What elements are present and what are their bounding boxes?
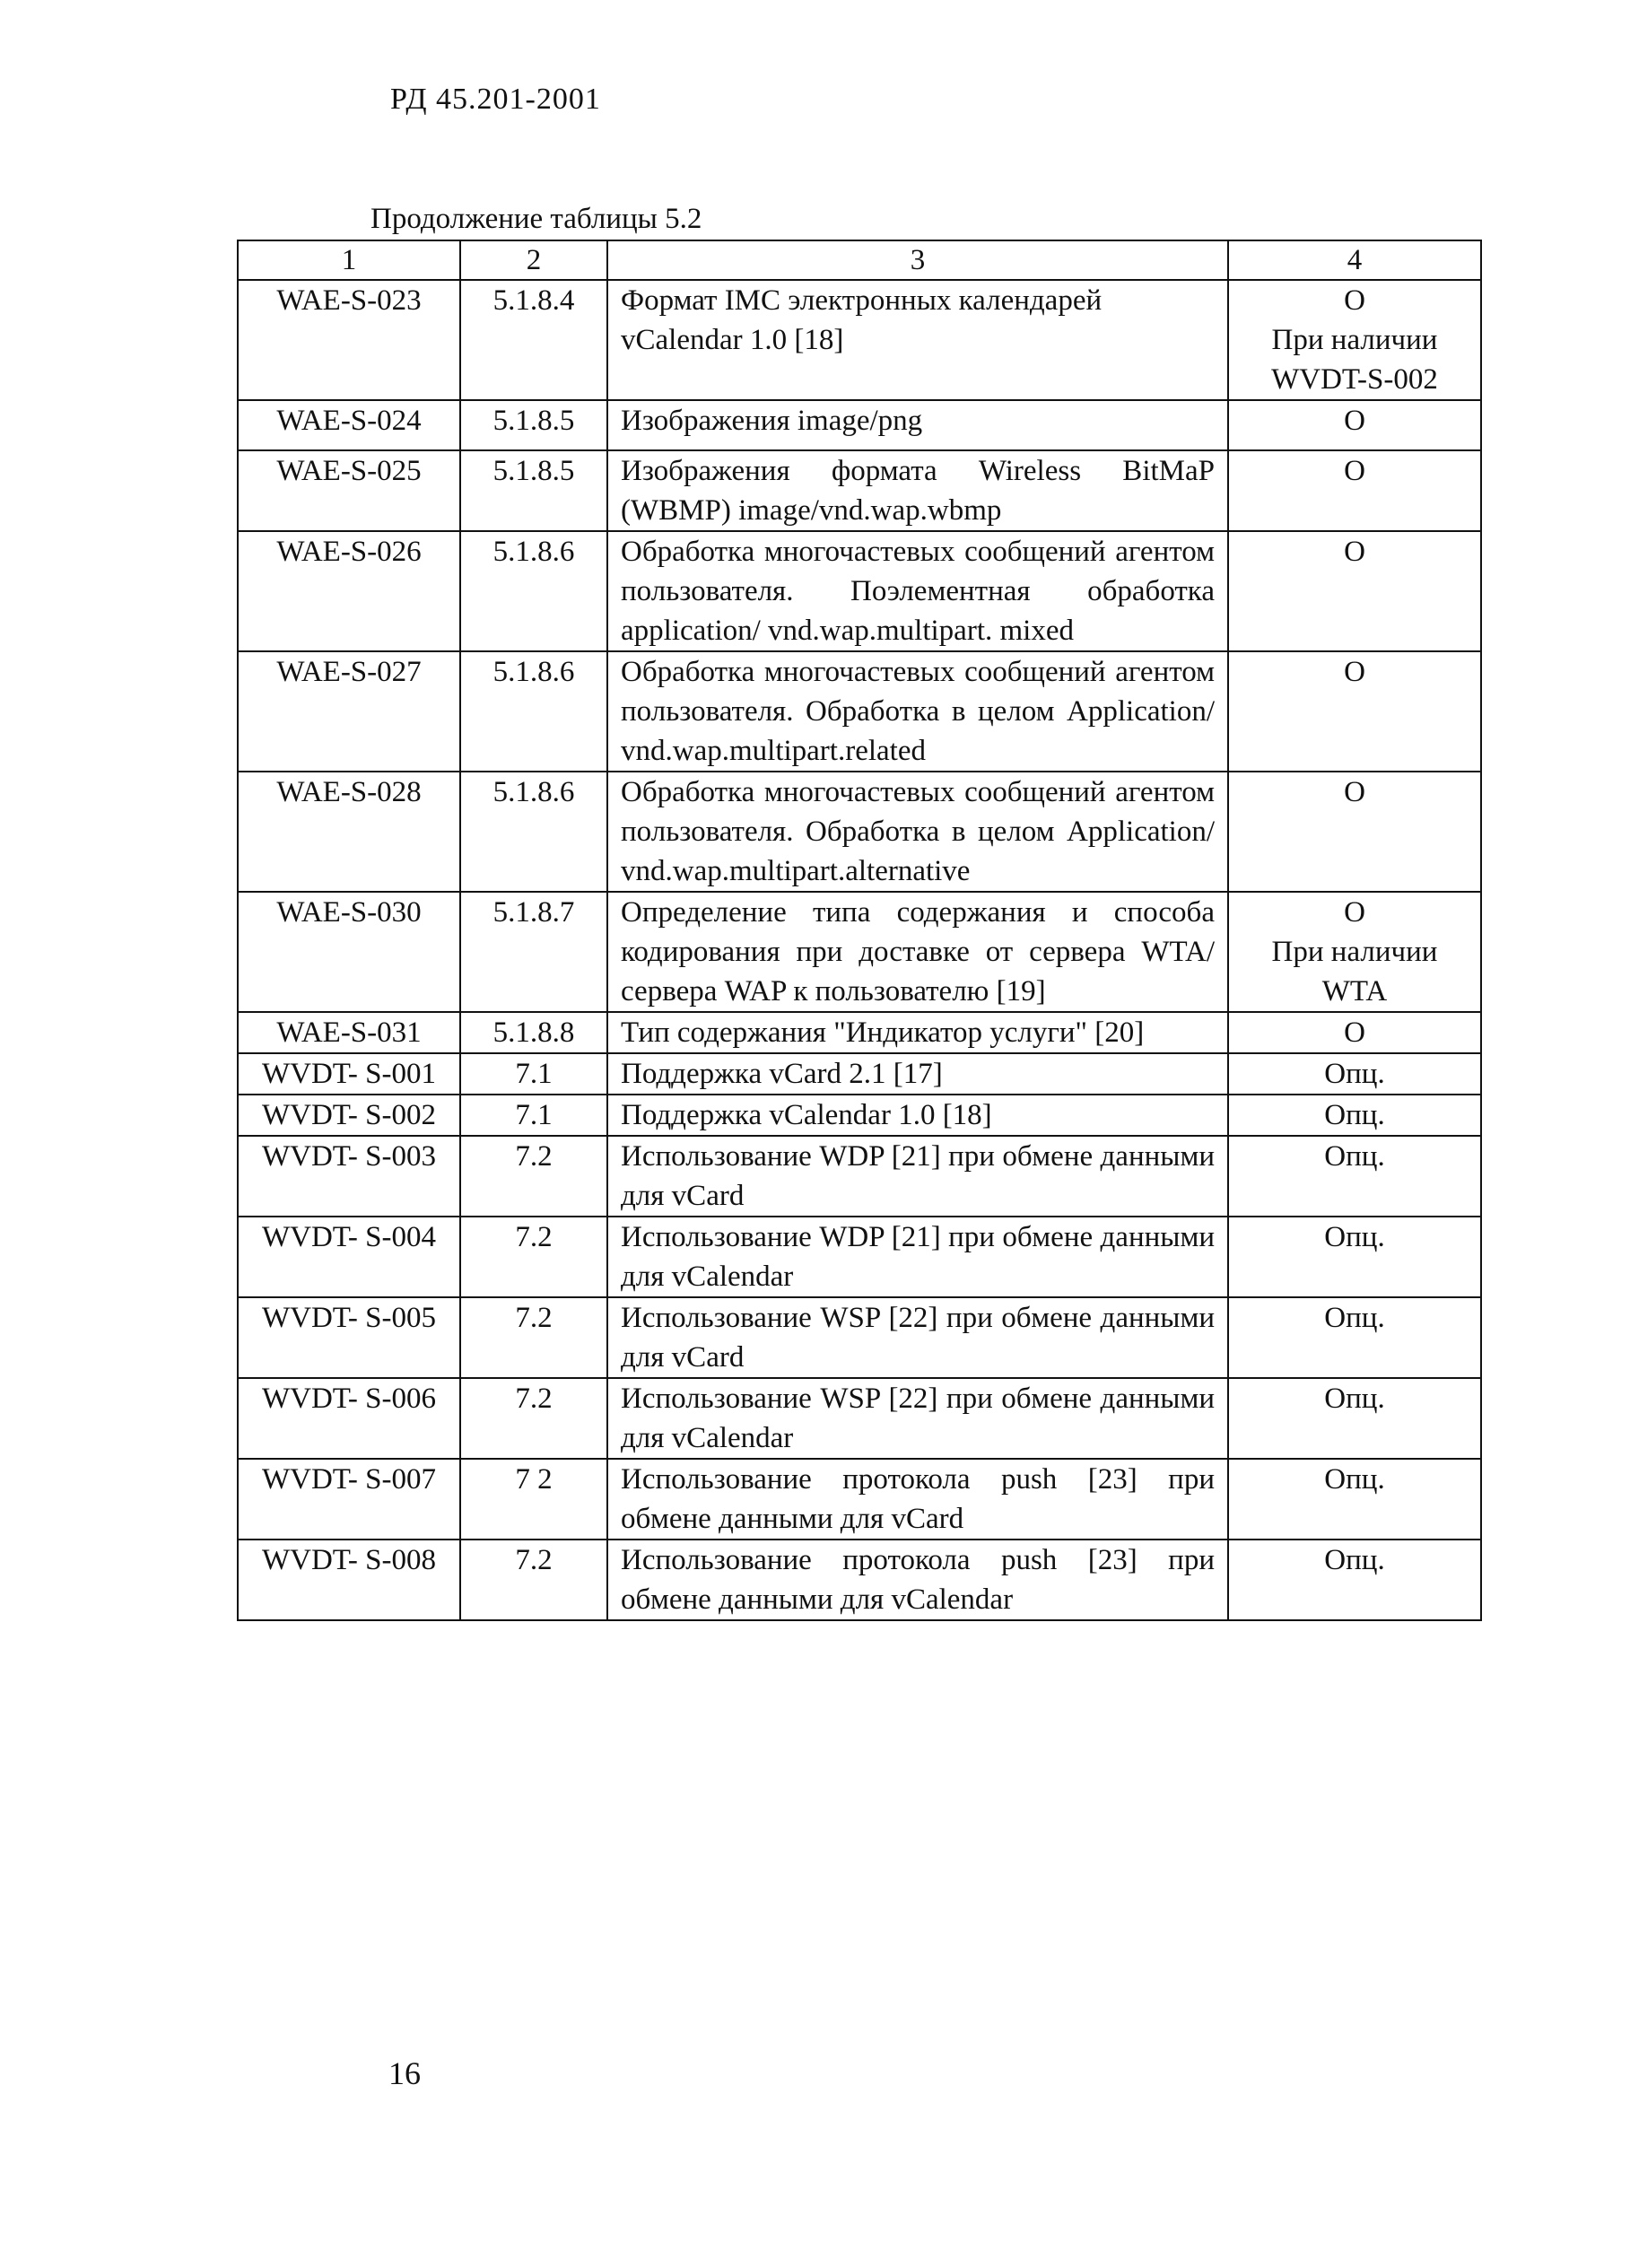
requirement-status-text: O [1344,536,1365,568]
requirement-id-text: WAE-S-031 [276,1016,422,1049]
table-row [238,531,1481,651]
description-text: Поддержка vCalendar 1.0 [18] [621,1099,992,1131]
requirement-status-cell [1228,772,1481,892]
column-header-4: 4 [1228,240,1481,280]
table-row [238,651,1481,772]
table-row [238,772,1481,892]
requirement-id-cell [238,1540,460,1620]
requirement-status-text: O [1344,656,1365,688]
requirement-id-text: WVDT- S-004 [261,1221,437,1253]
description-cell [607,1297,1228,1378]
section-cell [460,400,607,450]
section-cell [460,280,607,400]
section-text: 5.1.8.7 [492,896,575,929]
section-text: 7.2 [515,1302,553,1334]
section-cell [460,531,607,651]
section-cell [460,1136,607,1217]
table-row [238,280,1481,400]
section-cell [460,651,607,772]
requirement-status-cell [1228,1297,1481,1378]
description-cell [607,892,1228,1012]
requirement-status-cell [1228,280,1481,400]
section-cell [460,1095,607,1136]
description-cell [607,531,1228,651]
description-cell [607,1378,1228,1459]
requirement-status-text: Опц. [1324,1221,1385,1253]
section-text: 7.2 [515,1221,553,1253]
requirement-status-cell [1228,1136,1481,1217]
requirement-status-cell [1228,531,1481,651]
requirement-status-text: O [1344,1016,1365,1049]
section-cell [460,450,607,531]
description-cell [607,1217,1228,1297]
description-text: Обработка многочастевых сообщений агентом пользователя. Обработка в целом Application/ vnd.wap.multipart.alternative [621,776,1215,887]
column-header-2: 2 [460,240,607,280]
requirement-id-cell [238,450,460,531]
requirement-id-text: WAE-S-028 [276,776,422,808]
requirement-id-cell [238,400,460,450]
description-text: Использование WDP [21] при обмене данными для vCalendar [621,1221,1215,1293]
column-number-row [238,240,1481,280]
section-cell [460,1053,607,1095]
section-cell [460,1012,607,1053]
description-text: Тип содержания "Индикатор услуги" [20] [621,1016,1145,1049]
requirement-id-text: WVDT- S-006 [261,1383,437,1415]
requirement-status-cell [1228,1217,1481,1297]
requirement-status-text: Опц. [1324,1463,1385,1496]
description-text: Поддержка vCard 2.1 [17] [621,1058,943,1090]
section-cell [460,1378,607,1459]
requirement-id-cell [238,1297,460,1378]
description-text: Обработка многочастевых сообщений агентом пользователя. Поэлементная обработка application/ vnd.wap.multipart. mixed [621,536,1215,647]
requirement-id-text: WVDT- S-005 [261,1302,437,1334]
section-text: 5.1.8.6 [492,776,575,808]
requirement-id-cell [238,651,460,772]
column-header-1: 1 [238,240,460,280]
table-row [238,1540,1481,1620]
table-row [238,1217,1481,1297]
section-cell [460,1217,607,1297]
table-row [238,1053,1481,1095]
section-cell [460,772,607,892]
requirement-id-text: WAE-S-023 [276,284,422,317]
requirement-status-cell [1228,450,1481,531]
requirement-status-text: Опц. [1324,1302,1385,1334]
description-text: Использование протокола push [23] при обмене данными для vCard [621,1463,1215,1535]
requirement-id-text: WVDT- S-003 [261,1140,437,1173]
requirement-status-cell [1228,1095,1481,1136]
table-row [238,1012,1481,1053]
requirement-id-text: WAE-S-030 [276,896,422,929]
requirement-id-cell [238,1378,460,1459]
section-text: 7.1 [515,1099,553,1131]
table-row [238,450,1481,531]
description-text: Использование протокола push [23] при обмене данными для vCalendar [621,1544,1215,1616]
section-text: 5.1.8.6 [492,536,575,568]
description-text: Обработка многочастевых сообщений агентом пользователя. Обработка в целом Application/ vnd.wap.multipart.related [621,656,1215,767]
description-cell [607,1136,1228,1217]
requirement-status-text: Опц. [1324,1140,1385,1173]
description-cell [607,1053,1228,1095]
description-cell [607,400,1228,450]
table-row [238,400,1481,450]
section-text: 7.1 [515,1058,553,1090]
table-row [238,892,1481,1012]
table-row [238,1297,1481,1378]
requirement-status-cell [1228,1012,1481,1053]
requirement-status-text: Опц. [1324,1544,1385,1576]
description-cell [607,651,1228,772]
description-cell [607,450,1228,531]
requirement-status-text: Опц. [1324,1058,1385,1090]
table-row [238,1095,1481,1136]
section-text: 5.1.8.8 [492,1016,575,1049]
table-body [238,280,1481,1620]
requirement-status-cell [1228,651,1481,772]
requirement-status-text: O При наличии WTA [1271,896,1438,1008]
requirement-id-cell [238,1095,460,1136]
description-text: Использование WSP [22] при обмене данными для vCard [621,1302,1215,1374]
section-text: 5.1.8.4 [492,284,575,317]
requirement-id-text: WAE-S-027 [276,656,422,688]
requirement-status-text: O При наличии WVDT-S-002 [1271,284,1438,396]
table-row [238,1378,1481,1459]
requirement-id-cell [238,1053,460,1095]
table-header [238,240,1481,280]
description-text: Определение типа содержания и способа кодирования при доставке от сервера WTA/сервера WAP к пользователю [19] [621,896,1215,1008]
description-text: Изображения формата Wireless BitMaP (WBMP) image/vnd.wap.wbmp [621,455,1215,527]
requirement-id-cell [238,1217,460,1297]
specification-table [237,240,1482,1621]
section-cell [460,1459,607,1540]
requirement-id-text: WAE-S-025 [276,455,422,487]
table-caption: Продолжение таблицы 5.2 [370,203,702,235]
requirement-status-cell [1228,1459,1481,1540]
requirement-status-text: Опц. [1324,1383,1385,1415]
requirement-status-cell [1228,892,1481,1012]
table-row [238,1136,1481,1217]
description-cell [607,280,1228,400]
description-cell [607,1012,1228,1053]
requirement-status-cell [1228,1378,1481,1459]
section-text: 5.1.8.5 [492,405,575,437]
requirement-status-text: Опц. [1324,1099,1385,1131]
requirement-id-text: WVDT- S-007 [261,1463,437,1496]
description-text: Формат IMC электронных календарей vCalendar 1.0 [18] [621,284,1103,356]
description-text: Изображения image/png [621,405,923,437]
section-text: 7.2 [515,1383,553,1415]
requirement-id-cell [238,1459,460,1540]
requirement-id-text: WAE-S-026 [276,536,422,568]
requirement-status-text: O [1344,455,1365,487]
section-text: 7.2 [515,1140,553,1173]
section-cell [460,1297,607,1378]
document-code: РД 45.201-2001 [390,83,601,116]
requirement-status-cell [1228,1053,1481,1095]
requirement-id-cell [238,280,460,400]
section-cell [460,892,607,1012]
requirement-status-cell [1228,1540,1481,1620]
requirement-id-text: WAE-S-024 [276,405,422,437]
description-text: Использование WSP [22] при обмене данными для vCalendar [621,1383,1215,1454]
section-text: 7 2 [515,1463,553,1496]
description-cell [607,1540,1228,1620]
requirement-id-cell [238,531,460,651]
section-text: 7.2 [515,1544,553,1576]
requirement-id-cell [238,772,460,892]
section-text: 5.1.8.6 [492,656,575,688]
requirement-id-text: WVDT- S-001 [261,1058,437,1090]
description-text: Использование WDP [21] при обмене данными для vCard [621,1140,1215,1212]
requirement-id-cell [238,1012,460,1053]
requirement-status-text: O [1344,405,1365,437]
requirement-id-cell [238,1136,460,1217]
table-row [238,1459,1481,1540]
description-cell [607,1095,1228,1136]
section-cell [460,1540,607,1620]
section-text: 5.1.8.5 [492,455,575,487]
requirement-status-cell [1228,400,1481,450]
column-header-3: 3 [607,240,1228,280]
description-cell [607,1459,1228,1540]
requirement-id-cell [238,892,460,1012]
requirement-id-text: WVDT- S-008 [261,1544,437,1576]
requirement-status-text: O [1344,776,1365,808]
requirement-id-text: WVDT- S-002 [261,1099,437,1131]
description-cell [607,772,1228,892]
page-number: 16 [388,2055,421,2091]
